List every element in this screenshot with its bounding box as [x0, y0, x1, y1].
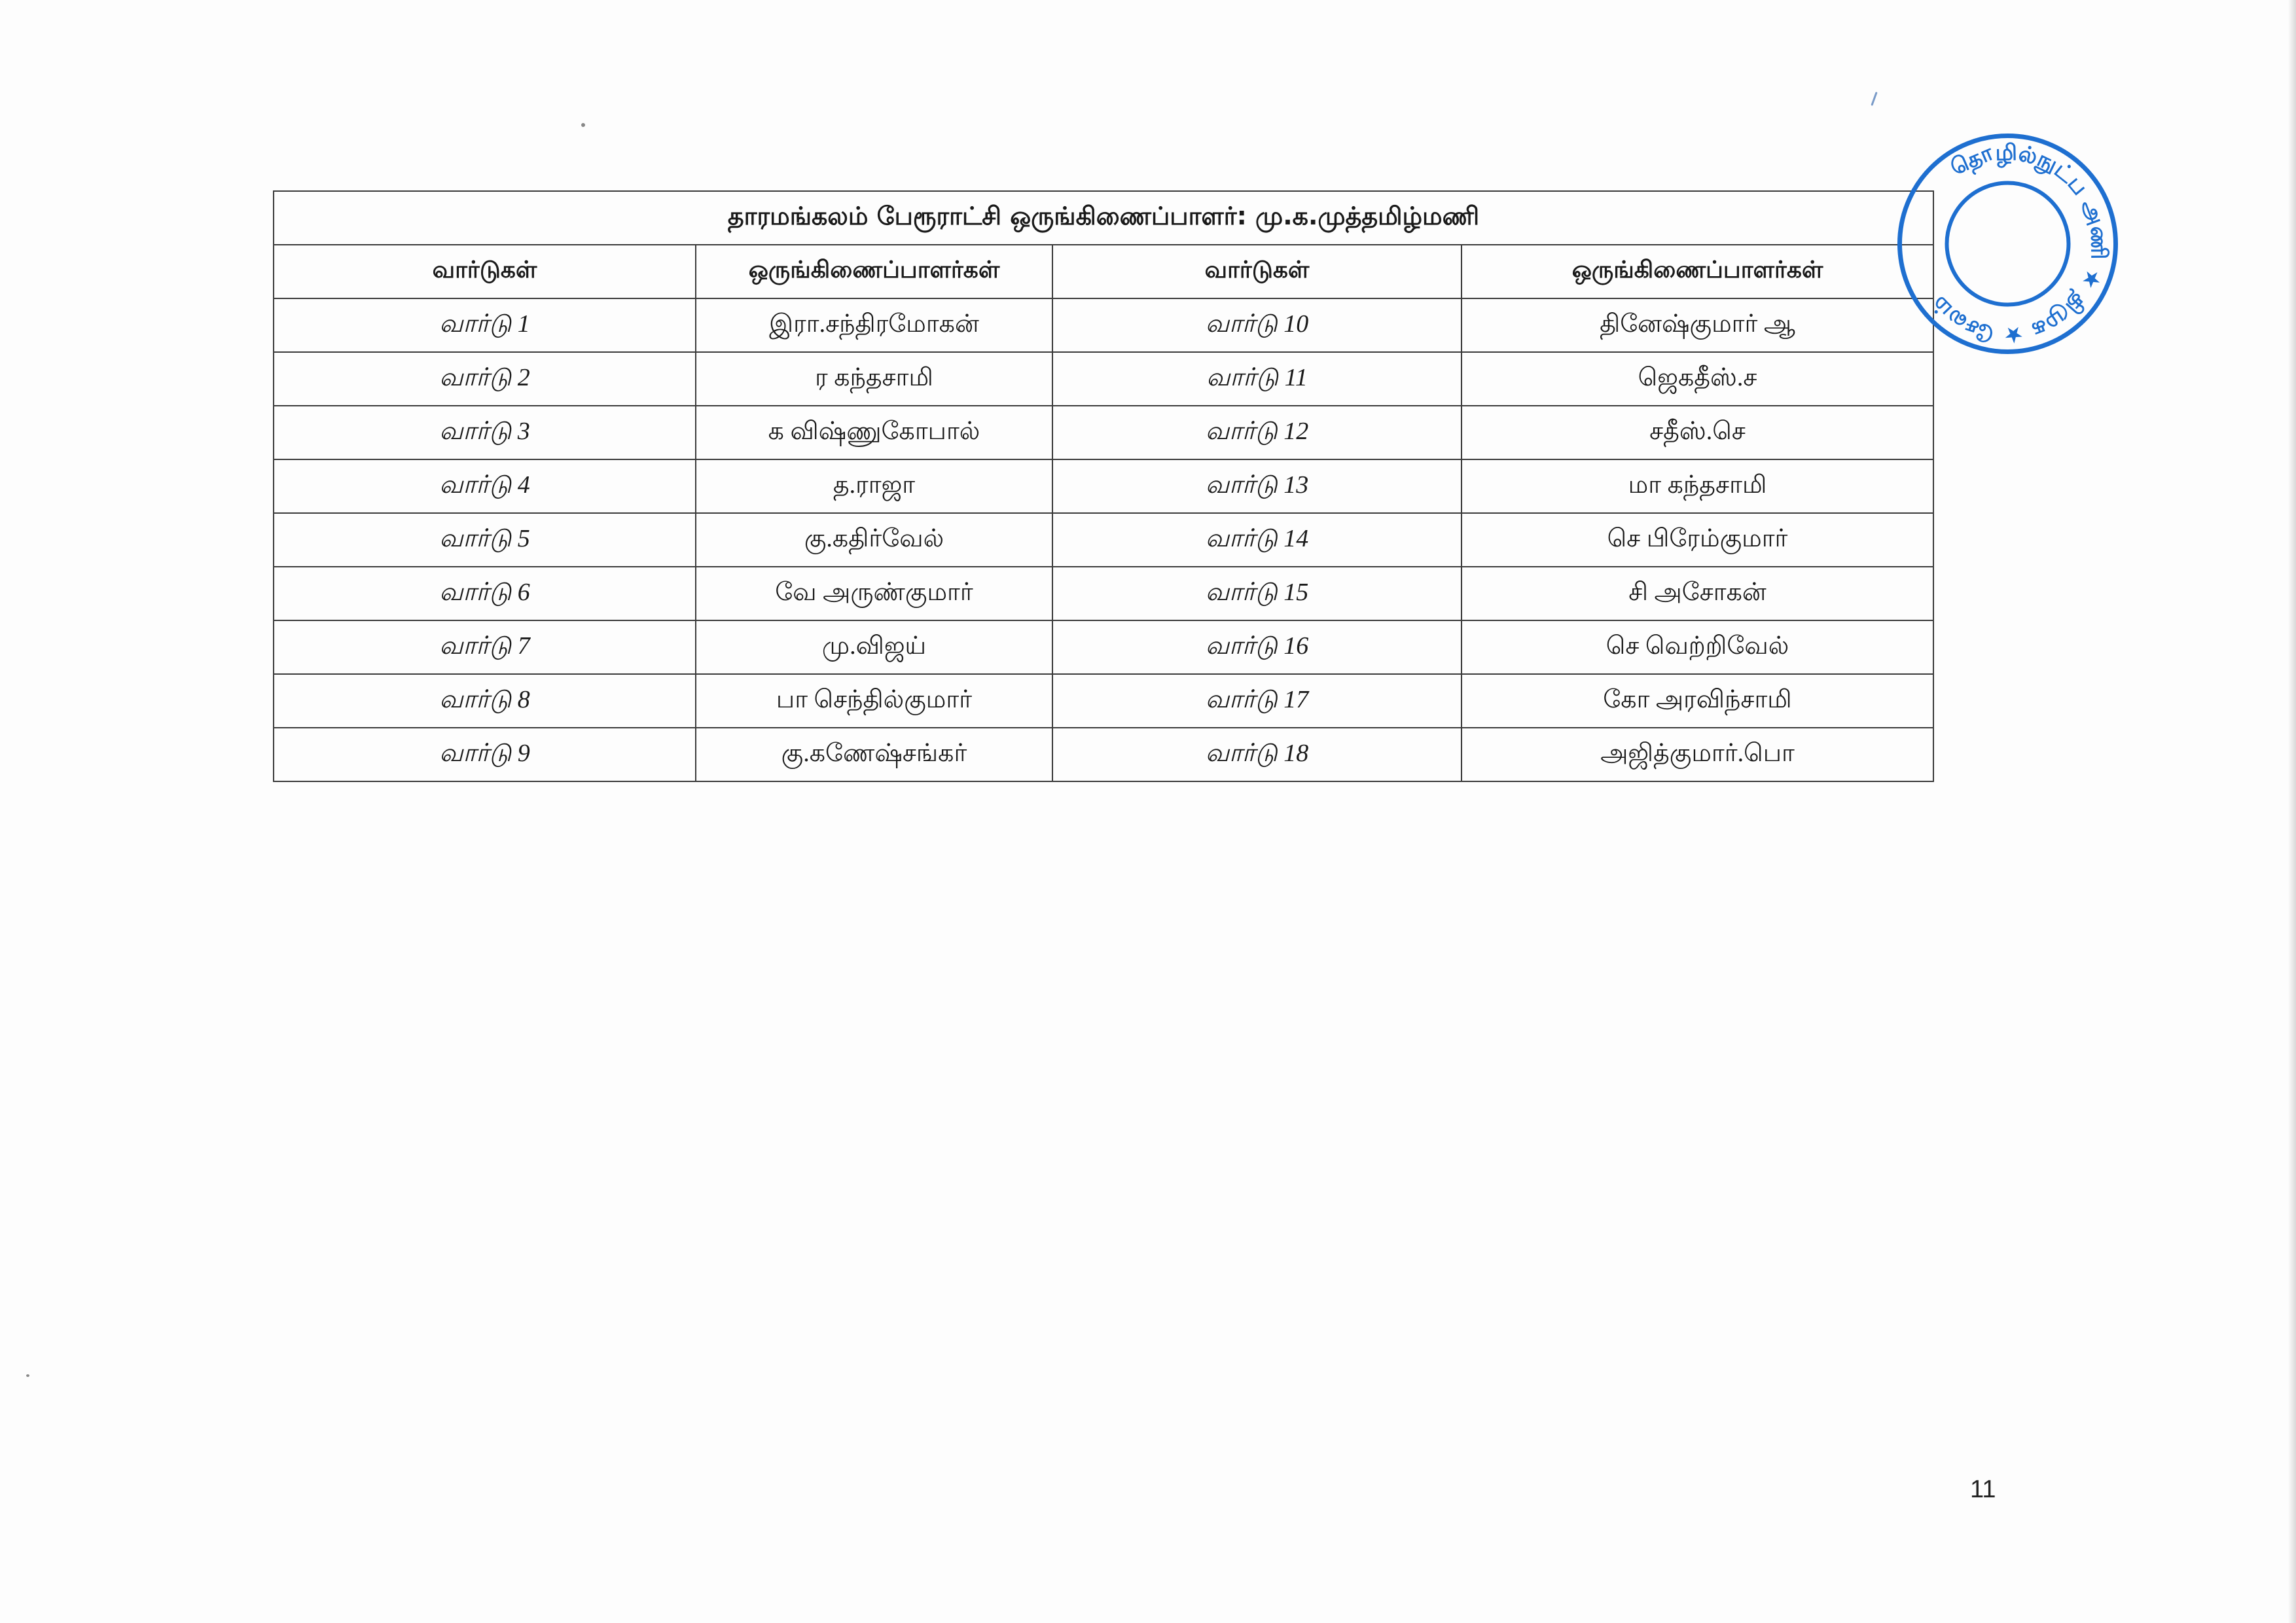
coordinator-cell: செ பிரேம்குமார் — [1462, 513, 1933, 567]
ward-cell: வார்டு 12 — [1052, 406, 1462, 459]
table-row — [274, 352, 1933, 406]
ward-cell: வார்டு 14 — [1052, 513, 1462, 567]
coordinator-cell: கு.கதிர்வேல் — [696, 513, 1052, 567]
ward-cell: வார்டு 17 — [1052, 674, 1462, 728]
ward-cell: வார்டு 16 — [1052, 620, 1462, 674]
coordinator-cell: மு.விஜய் — [696, 620, 1052, 674]
coordinator-cell: தினேஷ்குமார் ஆ — [1462, 298, 1933, 352]
table-row — [274, 298, 1933, 352]
scan-speck — [26, 1374, 29, 1377]
table-row — [274, 567, 1933, 620]
scan-speck — [581, 123, 585, 127]
coordinator-cell: க விஷ்ணுகோபால் — [696, 406, 1052, 459]
table-header-row — [274, 245, 1933, 298]
column-header-wards-left: வார்டுகள் — [274, 245, 696, 298]
ward-cell: வார்டு 13 — [1052, 459, 1462, 513]
coordinator-cell: அஜித்குமார்.பொ — [1462, 728, 1933, 781]
column-header-coordinators-right: ஒருங்கிணைப்பாளர்கள் — [1462, 245, 1933, 298]
ward-cell: வார்டு 8 — [274, 674, 696, 728]
table-row — [274, 459, 1933, 513]
coordinator-cell: த.ராஜா — [696, 459, 1052, 513]
coordinator-cell: ர கந்தசாமி — [696, 352, 1052, 406]
table-title-row — [274, 191, 1933, 245]
coordinator-cell: செ வெற்றிவேல் — [1462, 620, 1933, 674]
scan-speck — [1871, 92, 1877, 106]
coordinator-cell: கோ அரவிந்சாமி — [1462, 674, 1933, 728]
ward-cell: வார்டு 2 — [274, 352, 696, 406]
coordinator-cell: சி அசோகன் — [1462, 567, 1933, 620]
table-title: தாரமங்கலம் பேரூராட்சி ஒருங்கிணைப்பாளர்: மு.க.முத்தமிழ்மணி — [274, 191, 1933, 245]
coordinator-cell: இரா.சந்திரமோகன் — [696, 298, 1052, 352]
ward-cell: வார்டு 15 — [1052, 567, 1462, 620]
page-number: 11 — [1970, 1476, 1996, 1503]
ward-cell: வார்டு 4 — [274, 459, 696, 513]
column-header-wards-right: வார்டுகள் — [1052, 245, 1462, 298]
coordinator-cell: வே அருண்குமார் — [696, 567, 1052, 620]
coordinators-table — [273, 190, 1934, 782]
ward-cell: வார்டு 9 — [274, 728, 696, 781]
coordinator-cell: ஜெகதீஸ்.ச — [1462, 352, 1933, 406]
seal-inner-ring — [1947, 183, 2069, 305]
ward-cell: வார்டு 3 — [274, 406, 696, 459]
table-body — [274, 298, 1933, 781]
organization-seal — [1895, 131, 2121, 357]
ward-cell: வார்டு 6 — [274, 567, 696, 620]
ward-cell: வார்டு 1 — [274, 298, 696, 352]
ward-cell: வார்டு 10 — [1052, 298, 1462, 352]
coordinator-cell: கு.கணேஷ்சங்கர் — [696, 728, 1052, 781]
column-header-coordinators-left: ஒருங்கிணைப்பாளர்கள் — [696, 245, 1052, 298]
seal-text: தொழில்நுட்ப அணி ★ திமுக ★ சேலம் — [1926, 139, 2112, 349]
ward-cell: வார்டு 5 — [274, 513, 696, 567]
table-row — [274, 513, 1933, 567]
coordinator-cell: பா செந்தில்குமார் — [696, 674, 1052, 728]
seal-outer-ring — [1900, 136, 2116, 352]
coordinator-cell: மா கந்தசாமி — [1462, 459, 1933, 513]
table-row — [274, 406, 1933, 459]
coordinator-cell: சதீஸ்.செ — [1462, 406, 1933, 459]
coordinators-table-container — [273, 190, 1933, 782]
ward-cell: வார்டு 18 — [1052, 728, 1462, 781]
table-row — [274, 728, 1933, 781]
scan-edge — [2288, 0, 2296, 1623]
ward-cell: வார்டு 7 — [274, 620, 696, 674]
ward-cell: வார்டு 11 — [1052, 352, 1462, 406]
table-row — [274, 674, 1933, 728]
table-row — [274, 620, 1933, 674]
